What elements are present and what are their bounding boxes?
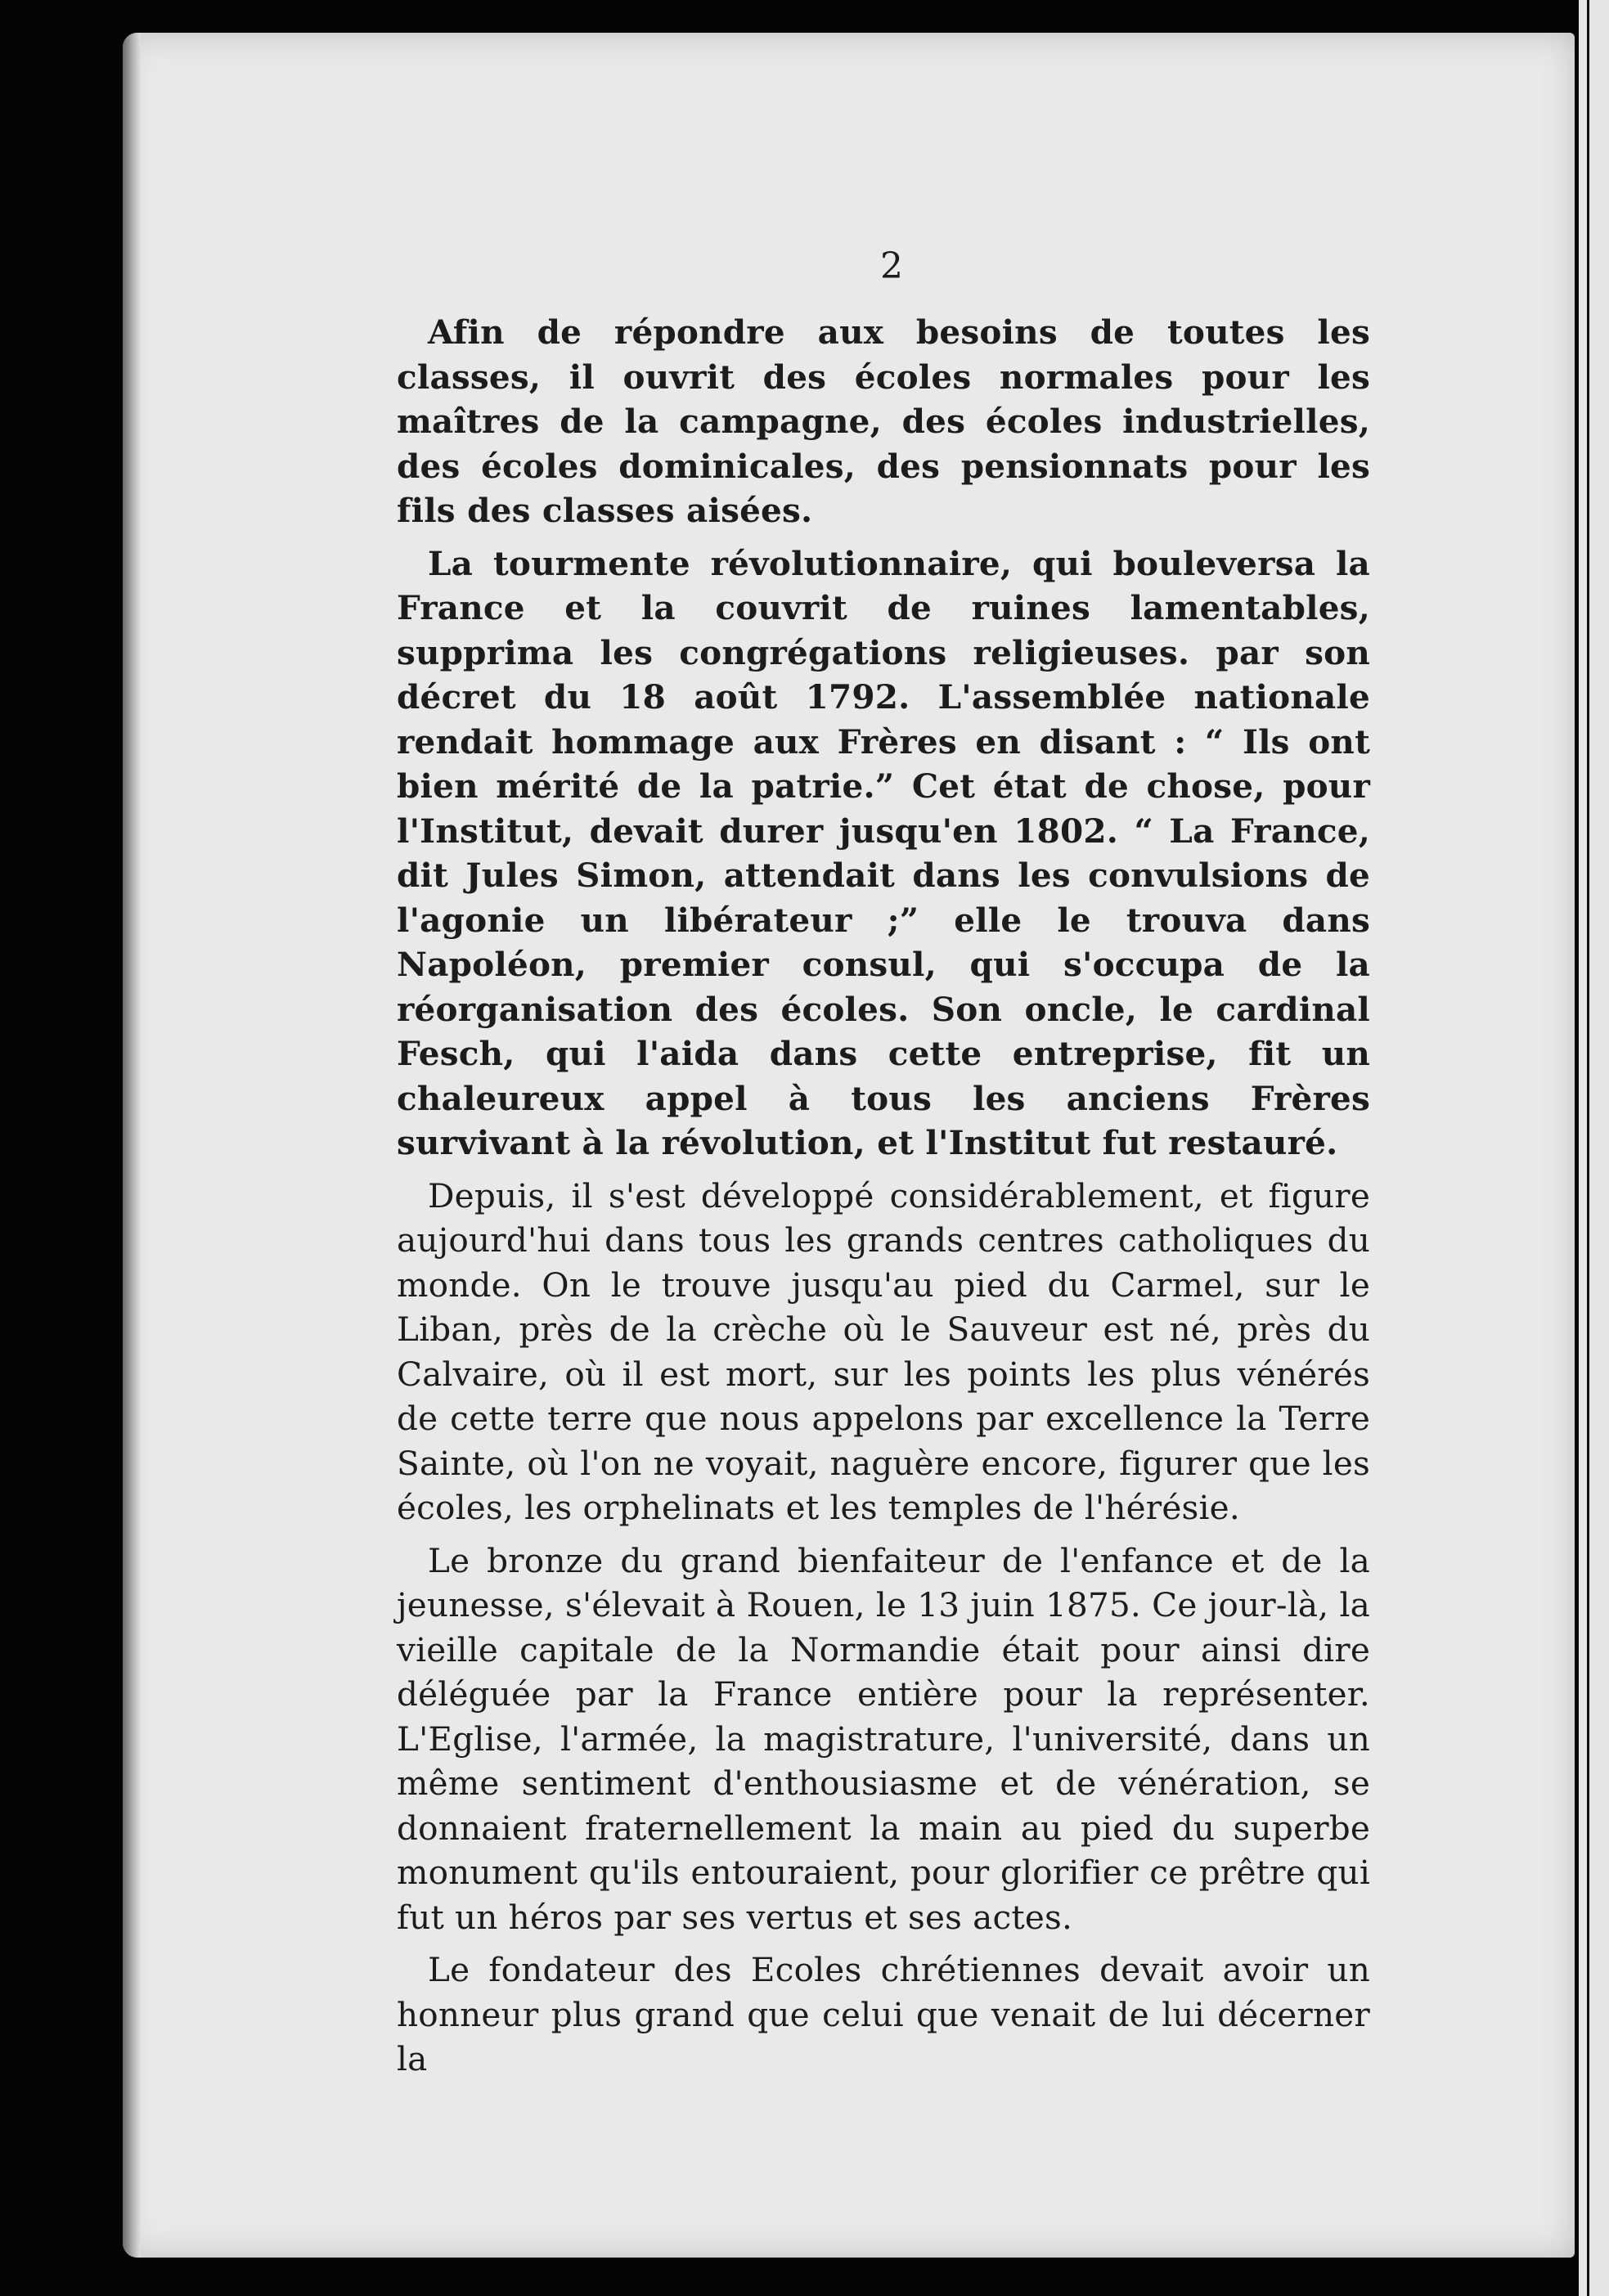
page-binding-edge [123, 33, 141, 2258]
paragraph-5: Le fondateur des Ecoles chrétiennes devait avoir un honneur plus grand que celui que venait de lui décerner la [397, 1950, 1370, 2078]
page-gutter-line [1587, 0, 1589, 2296]
paragraph-2: La tourmente révolutionnaire, qui bouleversa la France et la couvrit de ruines lamentables, supprima les congrégations religieuses. par son décret du 18 août 1792. L'assemblée nationale rendait hommage aux Frères en disant : “ Ils ont bien mérité de la patrie.” Cet état de chose, pour l'Institut, devait durer jusqu'en 1802. “ La France, dit Jules Simon, attendait dans les convulsions de l'agonie un libérateur ;” elle le trouva dans Napoléon, premier consul, qui s'occupa de la réorganisation des écoles. Son oncle, le cardinal Fesch, qui l'aida dans cette entreprise, fit un chaleureux appel à tous les anciens Frères survivant à la révolution, et l'Institut fut restauré. [397, 543, 1370, 1162]
adjacent-page-strip [1579, 0, 1609, 2296]
paragraph-1: Afin de répondre aux besoins de toutes les classes, il ouvrit des écoles normales pour les maîtres de la campagne, des écoles industrielles, des écoles dominicales, des pensionnats pour les fils des classes aisées. [397, 312, 1370, 530]
page-number: 2 [880, 245, 903, 287]
paragraph-3: Depuis, il s'est développé considérablement, et figure aujourd'hui dans tous les grands centres catholiques du monde. On le trouve jusqu'au pied du Carmel, sur le Liban, près de la crèche où le Sauveur est né, près du Calvaire, où il est mort, sur les points les plus vénérés de cette terre que nous appelons par excellence la Terre Sainte, où l'on ne voyait, naguère encore, figurer que les écoles, les orphelinats et les temples de l'hérésie. [397, 1175, 1370, 1527]
paragraph-4: Le bronze du grand bienfaiteur de l'enfance et de la jeunesse, s'élevait à Rouen, le 13 juin 1875. Ce jour-là, la vieille capitale de la Normandie était pour ainsi dire déléguée par la France entière pour la représenter. L'Eglise, l'armée, la magistrature, l'université, dans un même sentiment d'enthousiasme et de vénération, se donnaient fraternellement la main au pied du superbe monument qu'ils entouraient, pour glorifier ce prêtre qui fut un héros par ses vertus et ses actes. [397, 1540, 1370, 1937]
page-text-block [397, 245, 1370, 2090]
